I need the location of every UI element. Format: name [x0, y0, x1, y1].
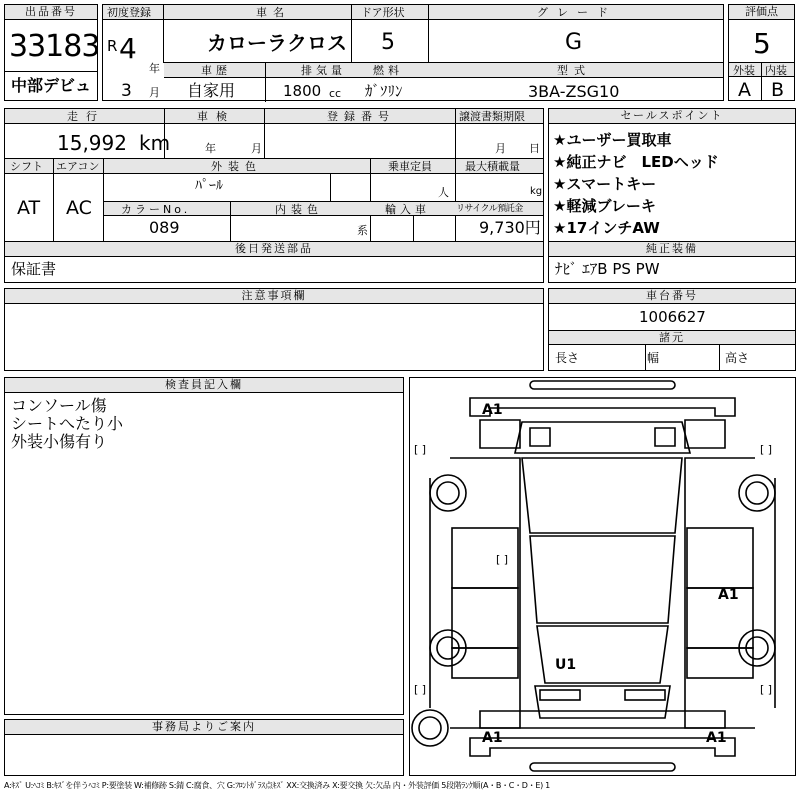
doors-header: ドア形状	[361, 6, 405, 19]
car-displacement-unit: cc	[329, 87, 342, 100]
lot-tag: 中部デビュ	[11, 76, 92, 95]
genuine-equipment-header: 純正装備	[549, 242, 795, 257]
damage-mark-rear-left: A1	[482, 730, 503, 746]
mileage-row	[4, 108, 544, 159]
bracket-marker: [ ]	[496, 553, 509, 566]
import-header: 輸入車	[385, 203, 430, 216]
selling-points-box	[548, 108, 796, 242]
bracket-marker: [ ]	[760, 683, 773, 696]
reg-month: 3	[121, 81, 132, 101]
specs-box	[4, 159, 544, 242]
interior-color-unit: 系	[357, 224, 368, 237]
displacement-header: 排気量	[301, 64, 346, 77]
colorno-header: カラーNo.	[121, 203, 191, 216]
notes-header: 注意事項欄	[5, 289, 543, 304]
office-box	[4, 719, 404, 776]
history-header: 車歴	[201, 64, 231, 77]
genuine-equipment-value: ﾅﾋﾞ ｴｱB PS PW	[555, 260, 660, 278]
reg-year-unit: 年	[149, 62, 160, 75]
selling-points-header: セールスポイント	[549, 109, 795, 124]
selling-point-item: ★17インチAW	[553, 219, 660, 237]
reg-era: R	[107, 37, 118, 55]
car-diagram	[409, 377, 796, 776]
interior-rating: B	[771, 79, 785, 101]
rating-score: 5	[753, 27, 771, 60]
damage-mark-rear-right: A1	[706, 730, 727, 746]
shift-value: AT	[17, 197, 41, 219]
recycle-header: リサイクル預託金	[456, 204, 523, 214]
selling-point-item: ★軽減ブレーキ	[553, 197, 656, 215]
damage-mark-roof: U1	[555, 657, 577, 673]
reg-year: 4	[119, 32, 137, 65]
car-grade: G	[565, 30, 583, 55]
rating-box	[728, 4, 795, 101]
capacity-unit: 人	[438, 186, 449, 199]
lot-box	[4, 4, 98, 101]
inspector-note: シートへたり小	[11, 414, 124, 433]
inspector-note: 外装小傷有り	[11, 432, 108, 451]
reg-month-unit: 月	[149, 86, 160, 99]
shift-header: シフト	[10, 160, 43, 173]
mileage-value: 15,992	[57, 131, 127, 155]
inspection-month-unit: 月	[251, 142, 262, 155]
lot-number: 33183	[9, 29, 100, 64]
later-parts-box	[4, 242, 544, 283]
exterior-header: 外装	[733, 64, 755, 77]
reg-header: 初度登録	[107, 6, 151, 19]
car-model: 3BA-ZSG10	[528, 82, 620, 101]
genuine-equipment-box	[548, 242, 796, 283]
dims-header: 諸元	[549, 330, 795, 345]
car-history: 自家用	[187, 81, 236, 100]
vehicle-header-box	[102, 4, 724, 101]
car-name: カローラクロス	[207, 31, 347, 55]
colorno-value: 089	[149, 218, 180, 237]
bracket-marker: [ ]	[414, 683, 427, 696]
inspector-note: コンソール傷	[11, 396, 107, 415]
car-doors: 5	[381, 30, 395, 55]
later-parts-value: 保証書	[11, 260, 57, 278]
load-unit: kg	[530, 186, 543, 197]
chassis-header: 車台番号	[549, 289, 795, 304]
rating-header: 評価点	[729, 5, 794, 20]
registration-header: 登録番号	[327, 110, 395, 123]
damage-mark-right-side: A1	[718, 587, 739, 603]
later-parts-header: 後日発送部品	[5, 242, 543, 257]
inspection-year-unit: 年	[205, 142, 216, 155]
inspector-header: 検査員記入欄	[5, 378, 403, 393]
chassis-box	[548, 288, 796, 371]
selling-point-item: ★ユーザー買取車	[553, 131, 672, 149]
ac-header: エアコン	[56, 160, 100, 173]
grade-header: グレード	[537, 6, 617, 19]
inspection-header: 車検	[197, 110, 235, 123]
color-header: 外装色	[211, 160, 262, 173]
capacity-header: 乗車定員	[388, 160, 432, 173]
transfer-day-unit: 日	[529, 142, 540, 155]
car-fuel: ｶﾞｿﾘﾝ	[365, 82, 403, 100]
notes-box	[4, 288, 544, 371]
mileage-header: 走行	[67, 110, 105, 123]
interior-header: 内装	[765, 64, 787, 77]
mileage-unit: km	[139, 131, 171, 155]
damage-mark-front-left: A1	[482, 402, 503, 418]
exterior-rating: A	[738, 79, 751, 101]
height-label: 高さ	[725, 351, 750, 365]
inspector-box	[4, 377, 404, 715]
transfer-month-unit: 月	[495, 142, 506, 155]
selling-point-item: ★スマートキー	[553, 175, 657, 193]
bracket-marker: [ ]	[414, 443, 427, 456]
office-header: 事務局よりご案内	[5, 720, 403, 735]
fuel-header: 燃料	[373, 64, 403, 77]
ac-value: AC	[66, 197, 92, 219]
car-outline-svg	[410, 378, 795, 775]
selling-point-item: ★純正ナビ LEDヘッド	[553, 153, 719, 171]
bracket-marker: [ ]	[760, 443, 773, 456]
lot-header: 出品番号	[5, 5, 97, 20]
width-label: 幅	[647, 351, 660, 365]
color-value: ﾊﾟｰﾙ	[195, 178, 223, 194]
transfer-header: 譲渡書類期限	[459, 110, 525, 123]
model-header: 型式	[557, 64, 591, 77]
legend-text: A:ｷｽﾞ U:ﾍｺﾐ B:ｷｽﾞを伴うﾍｺﾐ P:要塗装 W:補修跡 S:錆 C:腐食、穴 G:ﾌﾛﾝﾄｶﾞﾗｽ点ｷｽﾞ XX:交換済み X:要交換 欠:欠品 内・外装評価 5段階ﾗﾝｸ順(A・B・C・D・E) 1	[4, 781, 550, 790]
recycle-value: 9,730円	[479, 218, 541, 237]
chassis-number: 1006627	[639, 308, 706, 326]
interior-color-header: 内装色	[275, 203, 323, 216]
car-displacement: 1800	[283, 82, 322, 100]
length-label: 長さ	[555, 351, 580, 365]
load-header: 最大積載量	[465, 160, 520, 173]
name-header: 車名	[256, 6, 290, 19]
